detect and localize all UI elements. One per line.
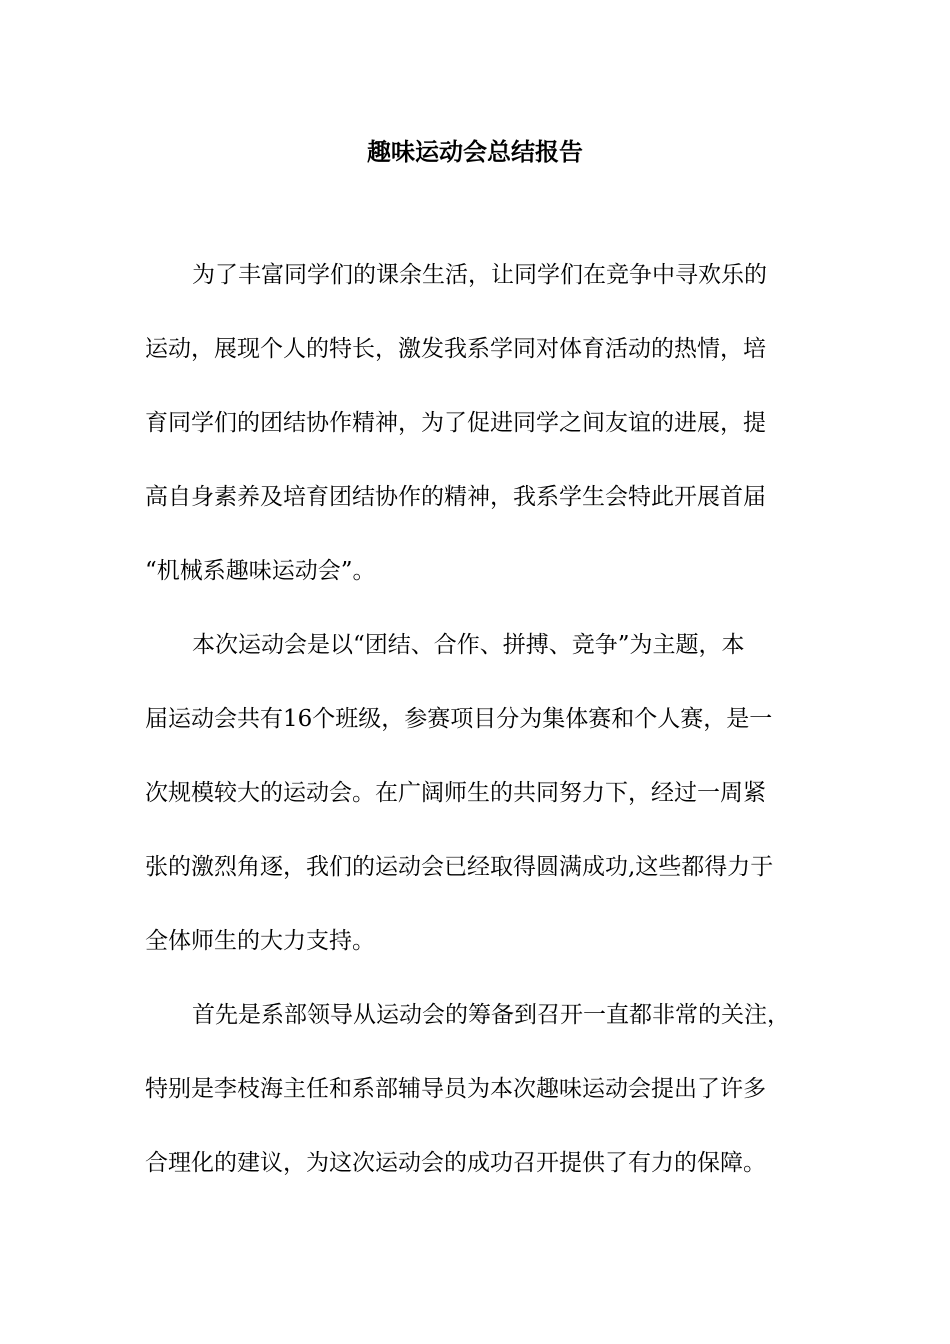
document-title: 趣味运动会总结报告 [367, 137, 583, 166]
paragraph-line: 合理化的建议，为这次运动会的成功召开提供了有力的保障。 [145, 1150, 766, 1176]
paragraph-line: 首先是系部领导从运动会的筹备到召开一直都非常的关注， [192, 1002, 790, 1028]
paragraph-line: 运动，展现个人的特长，激发我系学同对体育活动的热情，培 [145, 336, 766, 362]
paragraph-line: 全体师生的大力支持。 [145, 928, 375, 954]
paragraph-line: 次规模较大的运动会。在广阔师生的共同努力下，经过一周紧 [145, 780, 766, 806]
paragraph-line: 育同学们的团结协作精神，为了促进同学之间友谊的进展，提 [145, 410, 766, 436]
paragraph-line: 为了丰富同学们的课余生活，让同学们在竞争中寻欢乐的 [192, 262, 767, 288]
paragraph-line: 本次运动会是以“团结、合作、拼搏、竞争”为主题，本 [192, 632, 745, 658]
paragraph-line: 张的激烈角逐，我们的运动会已经取得圆满成功,这些都得力于 [145, 854, 774, 880]
paragraph-line: 届运动会共有16个班级，参赛项目分为集体赛和个人赛，是一 [145, 706, 773, 732]
paragraph-line: 特别是李枝海主任和系部辅导员为本次趣味运动会提出了许多 [145, 1076, 766, 1102]
paragraph-line: “机械系趣味运动会”。 [145, 558, 376, 584]
paragraph-line: 高自身素养及培育团结协作的精神，我系学生会特此开展首届 [145, 484, 766, 510]
